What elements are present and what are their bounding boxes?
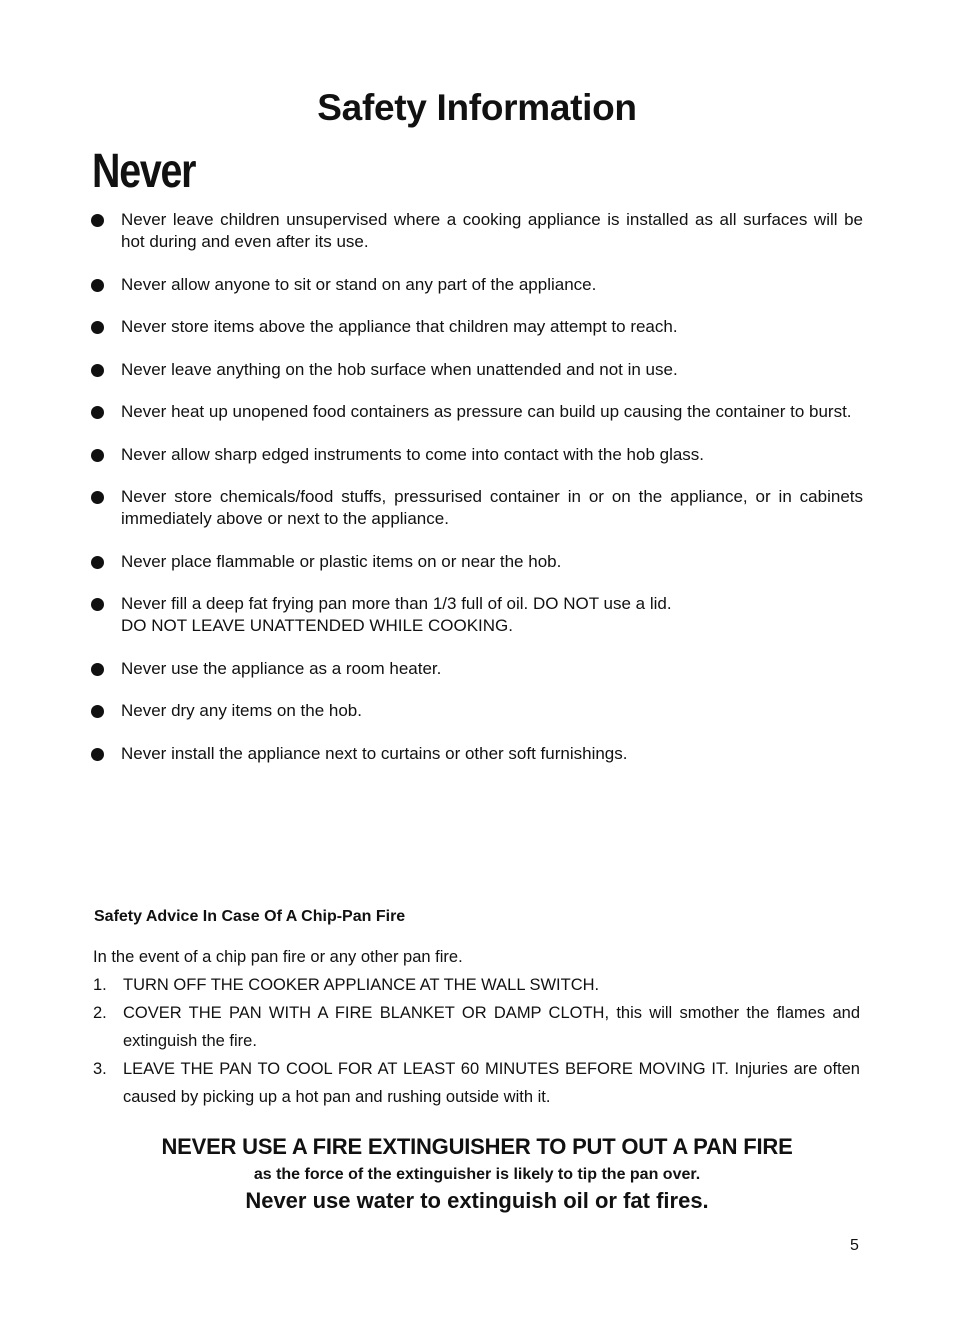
water-warning: Never use water to extinguish oil or fat fires.	[245, 1188, 709, 1213]
fire-advice-heading: Safety Advice In Case Of A Chip-Pan Fire	[94, 908, 406, 925]
bullet-icon	[91, 556, 104, 569]
extinguisher-warning: NEVER USE A FIRE EXTINGUISHER TO PUT OUT A PAN FIRE	[161, 1134, 793, 1159]
list-item-text: Never leave anything on the hob surface when unattended and not in use.	[121, 359, 678, 379]
list-item-text: Never leave children unsupervised where a cooking appliance is installed as all surfaces will be hot during and even after its use.	[121, 210, 863, 251]
list-item-text: Never fill a deep fat frying pan more than 1/3 full of oil. DO NOT use a lid. DO NOT LEAVE UNATTENDED WHILE COOKING.	[121, 594, 672, 635]
step-text: LEAVE THE PAN TO COOL FOR AT LEAST 60 MINUTES BEFORE MOVING IT. Injuries are often caused by picking up a hot pan and rushing outside with it.	[123, 1060, 860, 1106]
step-text: COVER THE PAN WITH A FIRE BLANKET OR DAMP CLOTH, this will smother the flames and extinguish the fire.	[123, 1004, 860, 1050]
never-section-heading: Never	[92, 145, 196, 198]
list-item	[90, 551, 863, 573]
list-item-text: Never install the appliance next to curtains or other soft furnishings.	[121, 743, 628, 763]
list-item-text: Never use the appliance as a room heater.	[121, 658, 442, 678]
list-item-text: Never heat up unopened food containers as pressure can build up causing the container to burst.	[121, 402, 852, 421]
step-number: 3.	[93, 1060, 107, 1078]
step-number: 2.	[93, 1004, 107, 1022]
fire-step	[93, 971, 860, 999]
list-item-text: Never allow sharp edged instruments to come into contact with the hob glass.	[121, 444, 705, 464]
fire-step	[93, 999, 860, 1055]
list-item-text: Never place flammable or plastic items on or near the hob.	[121, 551, 562, 571]
bullet-icon	[91, 449, 104, 462]
fire-step	[93, 1055, 860, 1111]
bullet-icon	[91, 598, 104, 611]
list-item-text: Never store items above the appliance that children may attempt to reach.	[121, 317, 678, 336]
list-item	[90, 274, 863, 296]
bullet-icon	[91, 748, 104, 761]
list-item	[90, 401, 863, 423]
step-number: 1.	[93, 976, 107, 994]
fire-advice-steps	[93, 971, 860, 1111]
fire-warning	[0, 1132, 954, 1214]
extinguisher-warning-reason: as the force of the extinguisher is likely to tip the pan over.	[253, 1166, 701, 1183]
list-item	[90, 209, 863, 253]
bullet-icon	[91, 663, 104, 676]
list-item	[90, 700, 863, 722]
list-item	[90, 316, 863, 338]
bullet-icon	[91, 491, 104, 504]
page-title: Safety Information	[317, 87, 637, 128]
bullet-icon	[91, 321, 104, 334]
page-number: 5	[850, 1237, 859, 1254]
list-item	[90, 444, 863, 466]
never-list	[90, 209, 863, 785]
bullet-icon	[91, 364, 104, 377]
list-item-text: Never store chemicals/food stuffs, pressurised container in or on the appliance, or in cabinets immediately above or next to the appliance.	[121, 487, 863, 528]
fire-advice-intro: In the event of a chip pan fire or any other pan fire.	[93, 948, 463, 966]
bullet-icon	[91, 705, 104, 718]
list-item	[90, 658, 863, 680]
bullet-icon	[91, 279, 104, 292]
list-item-text: Never dry any items on the hob.	[121, 701, 362, 720]
step-text: TURN OFF THE COOKER APPLIANCE AT THE WALL SWITCH.	[123, 976, 600, 994]
list-item	[90, 486, 863, 530]
list-item	[90, 593, 863, 637]
bullet-icon	[91, 406, 104, 419]
list-item	[90, 359, 863, 381]
list-item-text: Never allow anyone to sit or stand on any part of the appliance.	[121, 274, 597, 294]
list-item	[90, 743, 863, 765]
bullet-icon	[91, 214, 104, 227]
